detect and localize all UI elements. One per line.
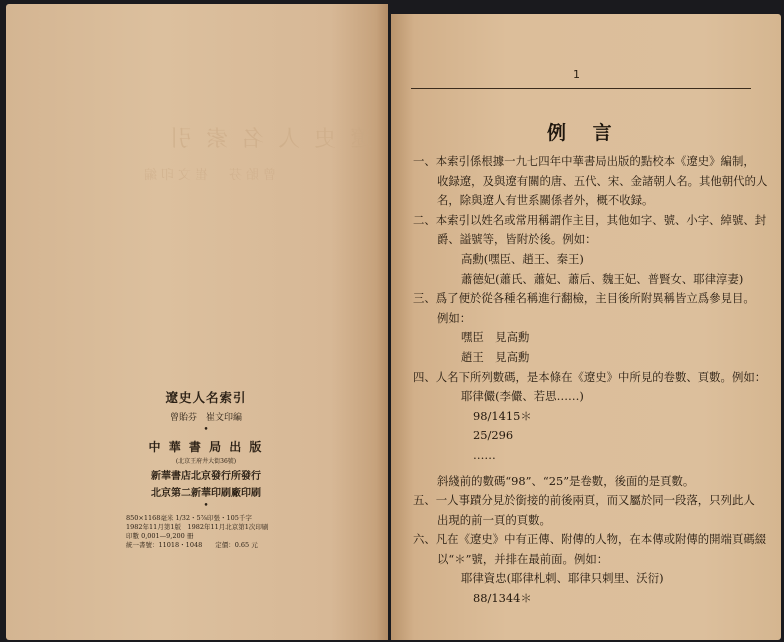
separator-dot-2: • [203,501,209,511]
distributor: 新華書店北京發行所發行 [151,471,261,482]
preface-line: 耶律儼(李儼、若思……) [461,389,584,404]
colophon [126,388,286,550]
preface-body [413,152,773,609]
preface-line: 二、本索引以姓名或常用稱謂作主目，其他如字、號、小字、綽號、封 [413,212,767,227]
spec-format: 850×1168毫米 1/32・5⅞印張・105千字 [126,514,252,522]
print-specs [126,514,286,550]
bleed-through-text-small: 曾貽芬 崔文印編 [139,168,276,183]
preface-line: 高勳(嘿臣、趙王、秦王) [461,251,584,266]
preface-line: 蕭德妃(蕭氏、蕭妃、蕭后、魏王妃、普賢女、耶律淳妻) [461,271,744,286]
page-number: 1 [573,68,580,81]
preface-line: 六、凡在《遼史》中有正傳、附傳的人物，在本傳或附傳的開端頁碼綴 [413,532,767,547]
preface-line: 斜綫前的數碼“98”、“25”是卷數，後面的是頁數。 [437,473,695,488]
spec-price: 統一書號：11018・1048 定價：0.65 元 [126,541,258,549]
book-authors: 曾貽芬 崔文印編 [169,413,242,423]
preface-line: 趙王 見高勳 [461,349,530,364]
preface-line: 98/1415＊ [473,408,532,423]
left-page [6,4,388,640]
preface-line: …… [473,447,496,462]
preface-line: 出現的前一頁的頁數。 [437,512,551,527]
preface-line: 爵、謚號等，皆附於後。例如： [437,232,597,247]
spec-edition: 1982年11月第1版 1982年11月北京第1次印刷 [126,523,269,531]
book-title: 遼史人名索引 [165,390,247,405]
bleed-through-text: 遼史人名索引 [155,127,372,152]
printer: 北京第二新華印刷廠印刷 [151,488,261,499]
preface-line: 嘿臣 見高勳 [461,330,530,345]
page-heading: 例 言 [547,122,622,144]
right-page [391,14,781,640]
preface-line: 例如： [437,310,472,325]
publisher: 中 華 書 局 出 版 [148,440,264,454]
preface-line: 以“＊”號，并排在最前面。例如： [437,551,609,566]
preface-line: 收録遼，及與遼有關的唐、五代、宋、金諸朝人名。其他朝代的人 [437,173,768,188]
preface-line: 四、人名下所列數碼，是本條在《遼史》中所見的卷數、頁數。例如： [413,369,767,384]
preface-line: 88/1344＊ [473,591,532,606]
header-rule [411,88,751,89]
spec-print-run: 印數 0,001—9,200 冊 [126,532,194,540]
preface-line: 一、本索引係根據一九七四年中華書局出版的點校本《遼史》編制， [413,154,755,168]
preface-line: 五、一人事蹟分見於銜接的前後兩頁，而又屬於同一段落，只列此人 [413,493,755,508]
separator-dot: • [203,425,209,435]
preface-line: 耶律資忠(耶律札剌、耶律只剌里、沃衍) [461,571,664,586]
preface-line: 25/296 [473,428,514,443]
preface-line: 三、爲了便於從各種名稱進行翻檢，主目後所附異稱皆立爲參見目。 [413,291,755,306]
publisher-address: (北京王府井大街36號) [175,458,237,465]
preface-line: 名，除與遼人有世系關係者外，概不收録。 [437,193,654,208]
